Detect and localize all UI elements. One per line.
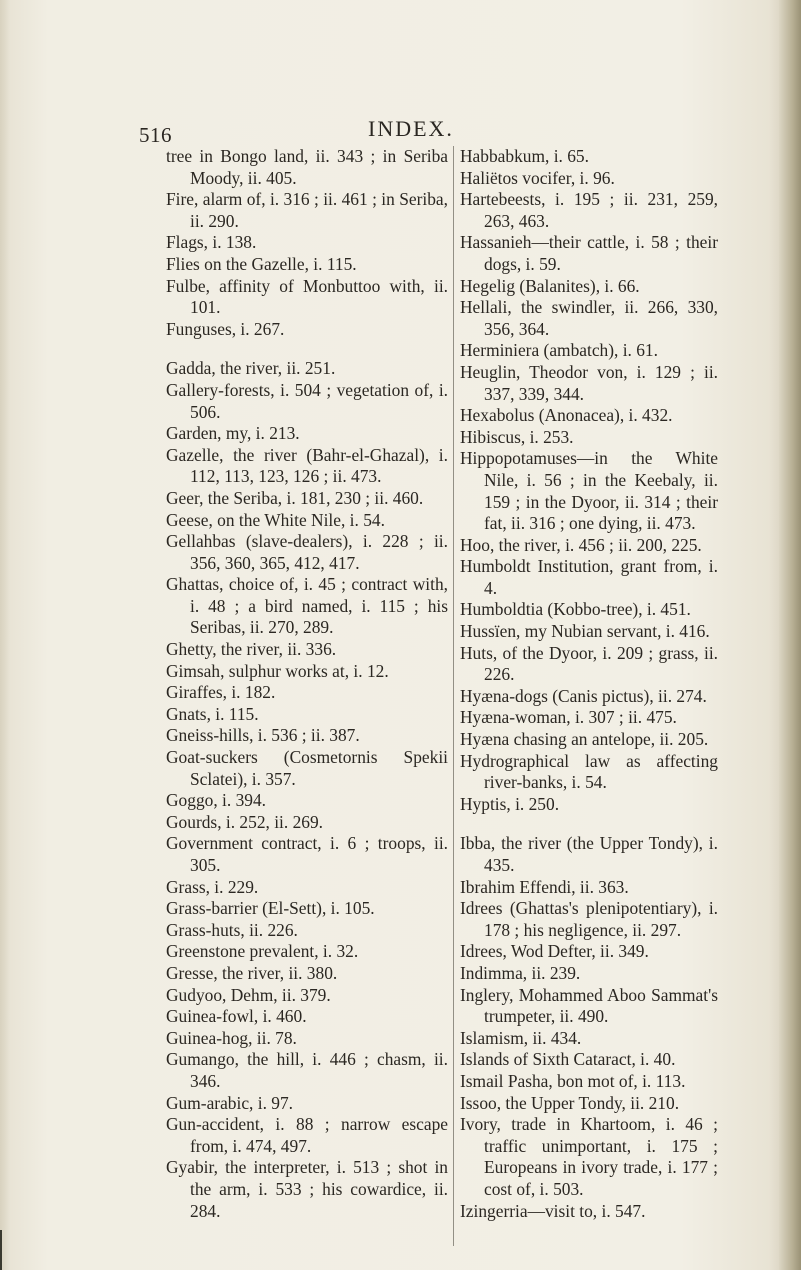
index-entry: Geese, on the White Nile, i. 54. [166,509,385,530]
index-entry: Heuglin, Theodor von, i. 129 ; ii. 337, 339, 344. [460,361,718,404]
column-divider [453,146,454,1246]
index-entry: Gnats, i. 115. [166,703,259,724]
index-entry: Giraffes, i. 182. [166,682,276,703]
index-entry: Hegelig (Balanites), i. 66. [460,275,640,296]
index-column-left [166,146,448,1222]
index-entry: Flags, i. 138. [166,232,257,253]
index-entry: Gun-accident, i. 88 ; narrow escape from, i. 474, 497. [166,1114,448,1156]
index-entry: Gadda, the river, ii. 251. [166,358,336,379]
index-entry: Gumango, the hill, i. 446 ; chasm, ii. 346. [166,1049,448,1091]
index-entry: Hyptis, i. 250. [460,793,560,814]
index-entry: Islands of Sixth Cataract, i. 40. [460,1049,676,1070]
index-entry: Humboldt Institution, grant from, i. 4. [460,556,718,598]
index-entry: Ivory, trade in Khartoom, i. 46 ; traffic unimportant, i. 175 ; Europeans in ivory trade, i. 177 ; cost of, i. 503. [460,1114,718,1199]
index-entry: Fulbe, affinity of Monbuttoo with, ii. 101. [166,275,448,318]
index-entry: Haliëtos vocifer, i. 96. [460,167,615,188]
page-right-edge [779,0,801,1270]
index-entry: tree in Bongo land, ii. 343 ; in Seriba Moody, ii. 405. [166,146,448,188]
index-entry: Grass, i. 229. [166,876,259,897]
index-entry: Hartebeests, i. 195 ; ii. 231, 259, 263, 463. [460,189,718,231]
index-entry: Gyabir, the interpreter, i. 513 ; shot in the arm, i. 533 ; his cowardice, ii. 284. [166,1157,448,1221]
index-entry: Inglery, Mohammed Aboo Sammat's trumpeter, ii. 490. [460,984,718,1027]
index-entry: Gimsah, sulphur works at, i. 12. [166,660,389,681]
index-entry: Hassanieh—their cattle, i. 58 ; their dogs, i. 59. [460,232,718,274]
page-left-edge [0,0,10,1270]
index-entry: Ghattas, choice of, i. 45 ; contract with, i. 48 ; a bird named, i. 115 ; his Seribas, ii. 270, 289. [166,574,448,638]
index-entry: Ibrahim Effendi, ii. 363. [460,876,629,897]
index-entry: Hippopotamuses—in the White Nile, i. 56 ; in the Keebaly, ii. 159 ; in the Dyoor, ii. 314 ; their fat, ii. 316 ; one dying, ii. 473. [460,448,718,534]
index-entry: Herminiera (ambatch), i. 61. [460,340,658,361]
index-entry: Hyæna chasing an antelope, ii. 205. [460,729,709,750]
index-entry: Habbabkum, i. 65. [460,146,589,166]
index-entry: Hoo, the river, i. 456 ; ii. 200, 225. [460,534,702,555]
index-entry: Indimma, ii. 239. [460,962,581,983]
index-entry: Izingerria—visit to, i. 547. [460,1200,646,1221]
index-entry: Fire, alarm of, i. 316 ; ii. 461 ; in Seriba, ii. 290. [166,189,448,231]
index-entry: Idrees, Wod Defter, ii. 349. [460,941,649,962]
index-entry: Gazelle, the river (Bahr-el-Ghazal), i. 112, 113, 123, 126 ; ii. 473. [166,444,448,487]
index-entry: Idrees (Ghattas's plenipotentiary), i. 178 ; his negligence, ii. 297. [460,898,718,940]
index-entry: Hydrographical law as affecting river-banks, i. 54. [460,750,718,793]
index-entry: Garden, my, i. 213. [166,423,300,444]
index-entry: Ismail Pasha, bon mot of, i. 113. [460,1070,686,1091]
index-entry: Hexabolus (Anonacea), i. 432. [460,405,673,426]
index-entry: Funguses, i. 267. [166,318,285,339]
section-gap [460,815,718,833]
index-entry: Gallery-forests, i. 504 ; vegetation of, i. 506. [166,379,448,422]
index-entry: Hyæna-woman, i. 307 ; ii. 475. [460,707,677,728]
index-entry: Flies on the Gazelle, i. 115. [166,253,357,274]
index-entry: Ibba, the river (the Upper Tondy), i. 435. [460,833,718,875]
index-entry: Goat-suckers (Cosmetornis Spekii Sclatei), i. 357. [166,747,448,789]
index-entry: Ghetty, the river, ii. 336. [166,639,337,660]
binding-mark [0,1230,12,1270]
index-entry: Gum-arabic, i. 97. [166,1092,294,1113]
index-entry: Greenstone prevalent, i. 32. [166,941,359,962]
index-entry: Gellahbas (slave-dealers), i. 228 ; ii. 356, 360, 365, 412, 417. [166,531,448,573]
index-entry: Hellali, the swindler, ii. 266, 330, 356, 364. [460,297,718,339]
index-entry: Guinea-hog, ii. 78. [166,1027,297,1048]
index-entry: Gudyoo, Dehm, ii. 379. [166,984,331,1005]
index-entry: Issoo, the Upper Tondy, ii. 210. [460,1092,680,1113]
page-number: 516 [139,123,172,147]
index-entry: Geer, the Seriba, i. 181, 230 ; ii. 460. [166,487,424,508]
index-entry: Gourds, i. 252, ii. 269. [166,811,323,832]
index-entry: Guinea-fowl, i. 460. [166,1006,307,1027]
index-entry: Humboldtia (Kobbo-tree), i. 451. [460,599,691,620]
index-entry: Gneiss-hills, i. 536 ; ii. 387. [166,725,360,746]
index-entry: Grass-barrier (El-Sett), i. 105. [166,898,375,919]
index-entry: Government contract, i. 6 ; troops, ii. 305. [166,833,448,875]
index-entry: Hussïen, my Nubian servant, i. 416. [460,621,710,642]
index-column-right [460,146,718,1222]
running-head: INDEX. [368,116,454,141]
index-entry: Huts, of the Dyoor, i. 209 ; grass, ii. 226. [460,642,718,685]
index-entry: Hibiscus, i. 253. [460,426,574,447]
index-entry: Gresse, the river, ii. 380. [166,962,338,983]
index-entry: Grass-huts, ii. 226. [166,919,298,940]
section-gap [166,340,448,358]
index-entry: Goggo, i. 394. [166,790,266,811]
index-entry: Islamism, ii. 434. [460,1027,582,1048]
index-entry: Hyæna-dogs (Canis pictus), ii. 274. [460,685,707,706]
